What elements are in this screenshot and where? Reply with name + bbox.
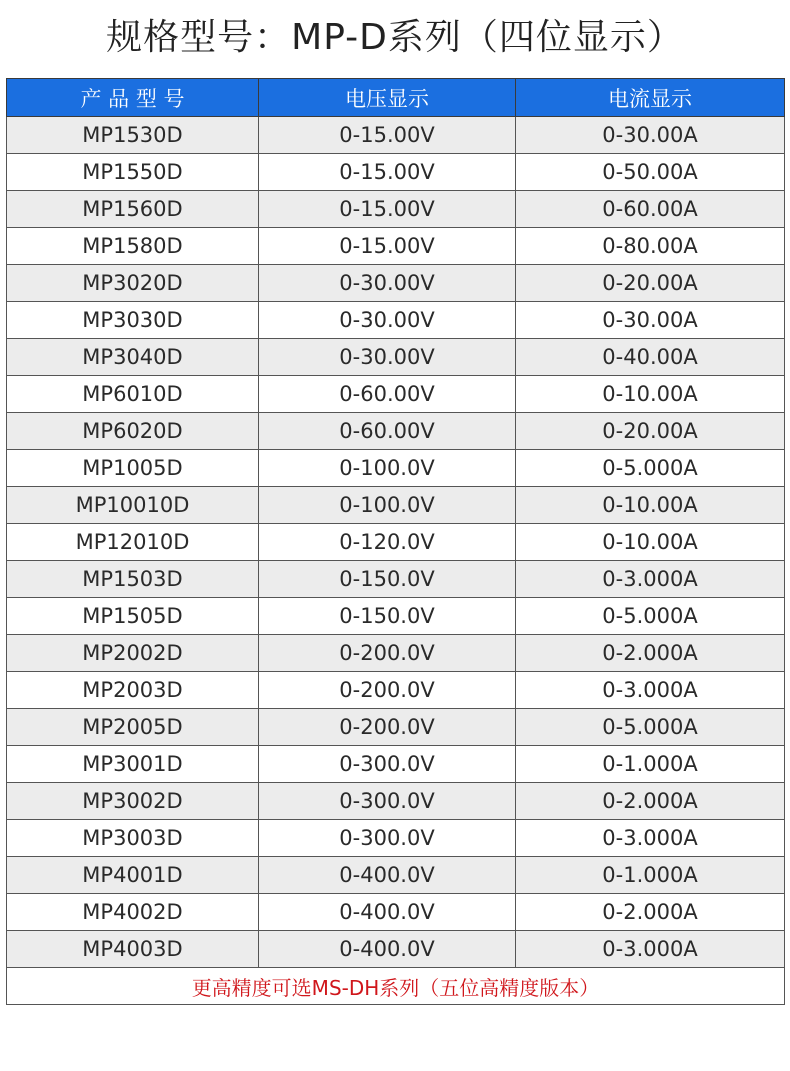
current-cell: 0-1.000A bbox=[516, 746, 785, 783]
model-cell: MP10010D bbox=[7, 487, 259, 524]
voltage-cell: 0-100.0V bbox=[259, 487, 516, 524]
model-cell: MP1550D bbox=[7, 154, 259, 191]
model-cell: MP12010D bbox=[7, 524, 259, 561]
table-row bbox=[7, 117, 785, 154]
voltage-cell: 0-60.00V bbox=[259, 376, 516, 413]
current-cell: 0-5.000A bbox=[516, 709, 785, 746]
current-cell: 0-3.000A bbox=[516, 820, 785, 857]
model-cell: MP6020D bbox=[7, 413, 259, 450]
voltage-cell: 0-120.0V bbox=[259, 524, 516, 561]
voltage-cell: 0-30.00V bbox=[259, 265, 516, 302]
page-title: 规格型号：MP-D系列（四位显示） bbox=[106, 17, 684, 58]
voltage-cell: 0-200.0V bbox=[259, 635, 516, 672]
model-cell: MP3003D bbox=[7, 820, 259, 857]
model-cell: MP2002D bbox=[7, 635, 259, 672]
model-cell: MP3001D bbox=[7, 746, 259, 783]
model-cell: MP3040D bbox=[7, 339, 259, 376]
current-cell: 0-2.000A bbox=[516, 783, 785, 820]
header-row bbox=[7, 79, 785, 117]
table-row bbox=[7, 561, 785, 598]
voltage-cell: 0-15.00V bbox=[259, 117, 516, 154]
table-footer bbox=[7, 968, 785, 1005]
voltage-cell: 0-300.0V bbox=[259, 783, 516, 820]
model-cell: MP1580D bbox=[7, 228, 259, 265]
footer-note: 更高精度可选MS-DH系列（五位高精度版本） bbox=[7, 968, 785, 1005]
table-row bbox=[7, 598, 785, 635]
model-cell: MP1005D bbox=[7, 450, 259, 487]
current-cell: 0-3.000A bbox=[516, 931, 785, 968]
current-cell: 0-20.00A bbox=[516, 265, 785, 302]
model-cell: MP2005D bbox=[7, 709, 259, 746]
table-row bbox=[7, 635, 785, 672]
table-row bbox=[7, 783, 785, 820]
model-cell: MP4003D bbox=[7, 931, 259, 968]
current-cell: 0-2.000A bbox=[516, 635, 785, 672]
table-row bbox=[7, 820, 785, 857]
voltage-cell: 0-60.00V bbox=[259, 413, 516, 450]
table-row bbox=[7, 931, 785, 968]
footer-row bbox=[7, 968, 785, 1005]
voltage-cell: 0-400.0V bbox=[259, 931, 516, 968]
current-cell: 0-3.000A bbox=[516, 561, 785, 598]
voltage-cell: 0-200.0V bbox=[259, 709, 516, 746]
model-cell: MP3020D bbox=[7, 265, 259, 302]
voltage-cell: 0-400.0V bbox=[259, 894, 516, 931]
current-cell: 0-5.000A bbox=[516, 450, 785, 487]
table-row bbox=[7, 339, 785, 376]
current-cell: 0-5.000A bbox=[516, 598, 785, 635]
table-row bbox=[7, 709, 785, 746]
model-cell: MP1560D bbox=[7, 191, 259, 228]
voltage-cell: 0-30.00V bbox=[259, 302, 516, 339]
voltage-cell: 0-300.0V bbox=[259, 820, 516, 857]
table-row bbox=[7, 487, 785, 524]
current-cell: 0-80.00A bbox=[516, 228, 785, 265]
current-cell: 0-10.00A bbox=[516, 487, 785, 524]
model-cell: MP1530D bbox=[7, 117, 259, 154]
column-header-voltage: 电压显示 bbox=[259, 79, 516, 117]
current-cell: 0-3.000A bbox=[516, 672, 785, 709]
current-cell: 0-50.00A bbox=[516, 154, 785, 191]
table-row bbox=[7, 746, 785, 783]
model-cell: MP4001D bbox=[7, 857, 259, 894]
spec-table bbox=[6, 78, 785, 1005]
voltage-cell: 0-300.0V bbox=[259, 746, 516, 783]
table-row bbox=[7, 672, 785, 709]
voltage-cell: 0-15.00V bbox=[259, 191, 516, 228]
table-row bbox=[7, 228, 785, 265]
voltage-cell: 0-200.0V bbox=[259, 672, 516, 709]
table-row bbox=[7, 302, 785, 339]
table-row bbox=[7, 857, 785, 894]
voltage-cell: 0-400.0V bbox=[259, 857, 516, 894]
model-cell: MP4002D bbox=[7, 894, 259, 931]
column-header-model: 产 品 型 号 bbox=[7, 79, 259, 117]
model-cell: MP3002D bbox=[7, 783, 259, 820]
table-row bbox=[7, 894, 785, 931]
table-row bbox=[7, 191, 785, 228]
current-cell: 0-10.00A bbox=[516, 524, 785, 561]
current-cell: 0-30.00A bbox=[516, 117, 785, 154]
model-cell: MP6010D bbox=[7, 376, 259, 413]
table-row bbox=[7, 524, 785, 561]
voltage-cell: 0-150.0V bbox=[259, 561, 516, 598]
voltage-cell: 0-15.00V bbox=[259, 154, 516, 191]
current-cell: 0-60.00A bbox=[516, 191, 785, 228]
current-cell: 0-40.00A bbox=[516, 339, 785, 376]
column-header-current: 电流显示 bbox=[516, 79, 785, 117]
table-body bbox=[7, 117, 785, 968]
voltage-cell: 0-30.00V bbox=[259, 339, 516, 376]
voltage-cell: 0-15.00V bbox=[259, 228, 516, 265]
table-row bbox=[7, 413, 785, 450]
table-row bbox=[7, 450, 785, 487]
voltage-cell: 0-150.0V bbox=[259, 598, 516, 635]
model-cell: MP2003D bbox=[7, 672, 259, 709]
model-cell: MP1503D bbox=[7, 561, 259, 598]
current-cell: 0-10.00A bbox=[516, 376, 785, 413]
table-header bbox=[7, 79, 785, 117]
current-cell: 0-20.00A bbox=[516, 413, 785, 450]
table-row bbox=[7, 154, 785, 191]
voltage-cell: 0-100.0V bbox=[259, 450, 516, 487]
current-cell: 0-1.000A bbox=[516, 857, 785, 894]
table-row bbox=[7, 265, 785, 302]
current-cell: 0-2.000A bbox=[516, 894, 785, 931]
model-cell: MP3030D bbox=[7, 302, 259, 339]
table-row bbox=[7, 376, 785, 413]
model-cell: MP1505D bbox=[7, 598, 259, 635]
current-cell: 0-30.00A bbox=[516, 302, 785, 339]
